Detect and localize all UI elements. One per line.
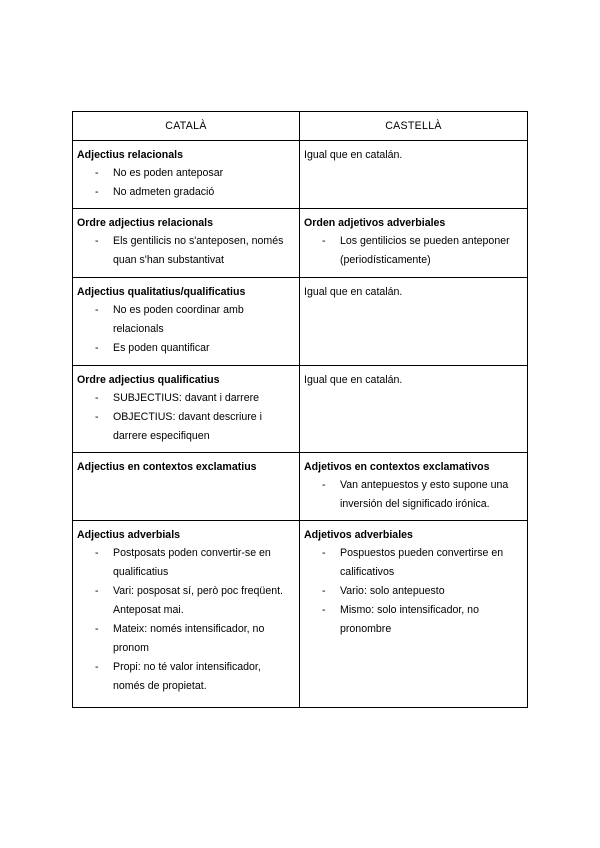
- table-row: [73, 278, 528, 366]
- cell-heading: Adjetivos adverbiales: [304, 529, 413, 541]
- cell-text: Igual que en catalán.: [304, 286, 403, 298]
- list-item: - Los gentilicios se pueden anteponer (periodísticamente): [322, 235, 510, 266]
- bullet-list: [77, 164, 295, 202]
- comparison-table: [72, 111, 528, 708]
- list-item: - No es poden coordinar amb relacionals: [95, 304, 244, 335]
- bullet-list: [304, 476, 523, 514]
- list-item: - SUBJECTIUS: davant i darrere: [95, 392, 260, 404]
- bullet-list: [77, 301, 295, 358]
- list-item: - Mateix: només intensificador, no pronom: [95, 623, 265, 654]
- header-catala: CATALÀ: [73, 112, 300, 141]
- catala-cell: [73, 209, 300, 278]
- list-item: - No es poden anteposar: [95, 167, 224, 179]
- cell-heading: Adjectius en contextos exclamatius: [77, 461, 257, 473]
- header-castella: CASTELLÀ: [300, 112, 528, 141]
- list-item: - Vario: solo antepuesto: [322, 585, 445, 597]
- cell-text: Igual que en catalán.: [304, 374, 403, 386]
- table-row: [73, 521, 528, 708]
- cell-heading: Adjectius relacionals: [77, 149, 183, 161]
- cell-heading: Adjetivos en contextos exclamativos: [304, 461, 490, 473]
- table-row: [73, 366, 528, 453]
- bullet-list: [304, 544, 523, 639]
- table-row: [73, 453, 528, 521]
- catala-cell: [73, 453, 300, 521]
- castella-cell: [300, 141, 528, 209]
- bullet-list: [304, 232, 523, 270]
- cell-heading: Adjectius adverbials: [77, 529, 181, 541]
- bullet-list: [77, 544, 295, 696]
- catala-cell: [73, 521, 300, 708]
- bullet-list: [77, 232, 295, 270]
- catala-cell: [73, 141, 300, 209]
- cell-text: Igual que en catalán.: [304, 149, 403, 161]
- castella-cell: [300, 278, 528, 366]
- cell-heading: Orden adjetivos adverbiales: [304, 217, 446, 229]
- list-item: - Postposats poden convertir-se en qualificatius: [95, 547, 271, 578]
- list-item: - Vari: posposat sí, però poc freqüent. Anteposat mai.: [95, 585, 283, 616]
- cell-heading: Ordre adjectius relacionals: [77, 217, 214, 229]
- cell-heading: Adjectius qualitatius/qualificatius: [77, 286, 246, 298]
- list-item: - No admeten gradació: [95, 186, 215, 198]
- list-item: - Es poden quantificar: [95, 342, 210, 354]
- list-item: - Pospuestos pueden convertirse en calificativos: [322, 547, 504, 578]
- castella-cell: [300, 366, 528, 453]
- list-item: - Van antepuestos y esto supone una inversión del significado irónica.: [322, 479, 509, 510]
- list-item: - Mismo: solo intensificador, no pronombre: [322, 604, 479, 635]
- castella-cell: [300, 521, 528, 708]
- castella-cell: [300, 209, 528, 278]
- list-item: - OBJECTIUS: davant descriure i darrere especifiquen: [95, 411, 262, 442]
- table-row: [73, 141, 528, 209]
- catala-cell: [73, 278, 300, 366]
- table-row: [73, 209, 528, 278]
- catala-cell: [73, 366, 300, 453]
- cell-heading: Ordre adjectius qualificatius: [77, 374, 220, 386]
- list-item: - Els gentilicis no s'anteposen, només quan s'han substantivat: [95, 235, 284, 266]
- castella-cell: [300, 453, 528, 521]
- bullet-list: [77, 389, 295, 446]
- list-item: - Propi: no té valor intensificador, només de propietat.: [95, 661, 261, 692]
- table-header-row: [73, 112, 528, 141]
